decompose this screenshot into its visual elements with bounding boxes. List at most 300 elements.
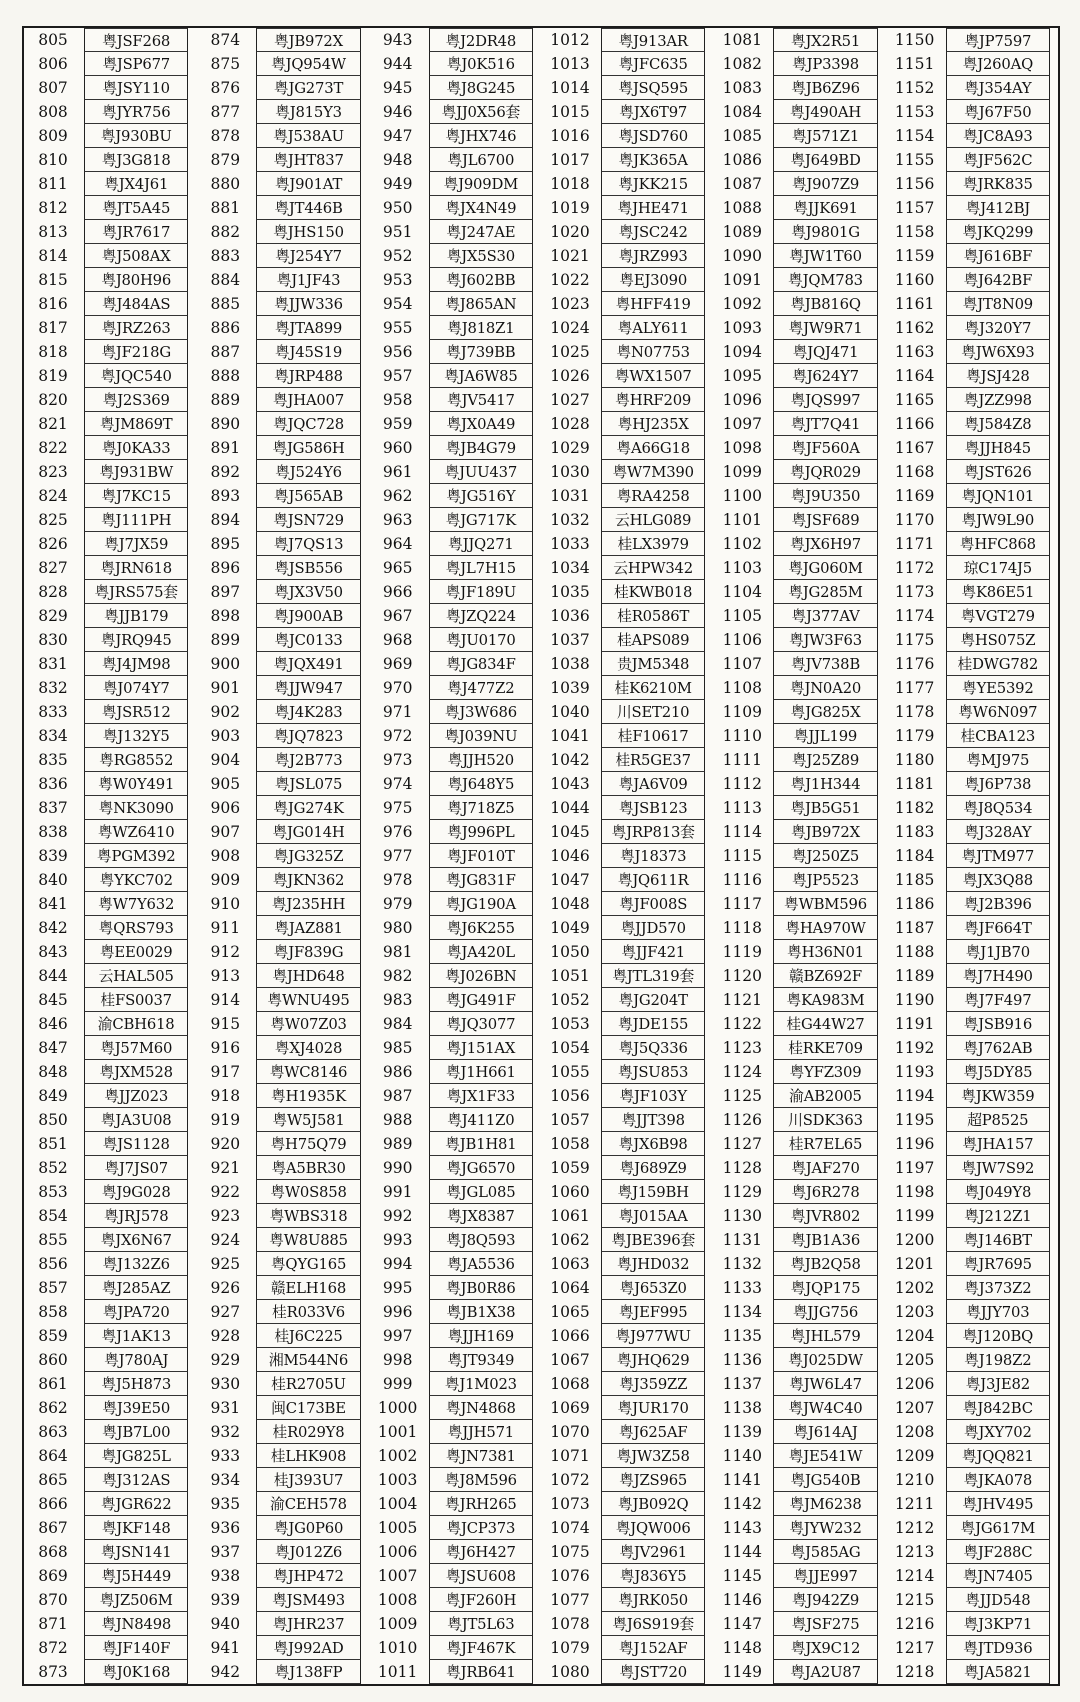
row-number: 1072 xyxy=(550,1471,590,1489)
list-row xyxy=(713,1588,885,1612)
list-row xyxy=(541,1396,713,1420)
plate-number: 粤JG6570 xyxy=(429,1156,533,1180)
list-row xyxy=(713,1468,885,1492)
list-row xyxy=(713,100,885,124)
plate-number: 粤J900AB xyxy=(256,604,360,628)
row-number: 823 xyxy=(38,463,68,481)
list-row xyxy=(24,1132,196,1156)
plate-number: 粤H1935K xyxy=(256,1084,360,1108)
row-number: 1143 xyxy=(722,1519,763,1537)
row-number: 1066 xyxy=(550,1327,590,1345)
list-row xyxy=(541,364,713,388)
list-row xyxy=(713,268,885,292)
list-row xyxy=(541,844,713,868)
row-number: 1023 xyxy=(550,295,590,313)
row-number: 1208 xyxy=(894,1423,935,1441)
list-row xyxy=(196,76,368,100)
plate-number: 粤J377AV xyxy=(773,604,877,628)
plate-number: 粤JF010T xyxy=(429,844,533,868)
row-number: 1042 xyxy=(550,751,590,769)
plate-number: 粤JSM493 xyxy=(256,1588,360,1612)
row-number: 1190 xyxy=(894,991,935,1009)
plate-number: 粤JG325Z xyxy=(256,844,360,868)
list-row xyxy=(369,196,541,220)
list-row xyxy=(541,436,713,460)
list-row xyxy=(369,340,541,364)
list-row xyxy=(713,1060,885,1084)
list-row xyxy=(886,1228,1058,1252)
list-row xyxy=(369,796,541,820)
list-row xyxy=(196,1300,368,1324)
row-number: 991 xyxy=(382,1183,413,1201)
plate-number: 桂R0586T xyxy=(601,604,705,628)
list-row xyxy=(24,28,196,52)
row-number: 1207 xyxy=(894,1399,935,1417)
list-row xyxy=(369,628,541,652)
plate-number: 粤JJD548 xyxy=(946,1588,1050,1612)
list-row xyxy=(541,892,713,916)
plate-number: 粤JSU608 xyxy=(429,1564,533,1588)
plate-number: 粤JB6Z96 xyxy=(773,76,877,100)
row-number: 1152 xyxy=(894,79,935,97)
list-row xyxy=(196,1588,368,1612)
row-number: 1010 xyxy=(377,1639,418,1657)
row-number: 1129 xyxy=(722,1183,763,1201)
list-row xyxy=(196,1468,368,1492)
list-row xyxy=(541,1180,713,1204)
list-row xyxy=(541,988,713,1012)
plate-number: 粤JF562C xyxy=(946,148,1050,172)
plate-number: 粤J4JM98 xyxy=(84,652,188,676)
plate-number: 粤PGM392 xyxy=(84,844,188,868)
plate-number: 粤XJ4028 xyxy=(256,1036,360,1060)
plate-number: 粤JX4N49 xyxy=(429,196,533,220)
plate-number: 粤JE541W xyxy=(773,1444,877,1468)
row-number: 1150 xyxy=(894,31,935,49)
list-row xyxy=(886,748,1058,772)
row-number: 1015 xyxy=(550,103,590,121)
list-row xyxy=(196,532,368,556)
list-row xyxy=(713,1564,885,1588)
list-row xyxy=(369,1060,541,1084)
list-row xyxy=(196,1204,368,1228)
plate-number: 粤J7JX59 xyxy=(84,532,188,556)
list-row xyxy=(369,388,541,412)
row-number: 1162 xyxy=(894,319,935,337)
plate-number: 粤JB0R86 xyxy=(429,1276,533,1300)
plate-number: 粤J1JB70 xyxy=(946,940,1050,964)
list-row xyxy=(24,484,196,508)
plate-number: 粤W8U885 xyxy=(256,1228,360,1252)
row-number: 1138 xyxy=(722,1399,763,1417)
list-row xyxy=(24,508,196,532)
row-number: 1123 xyxy=(722,1039,763,1057)
list-row xyxy=(713,1660,885,1684)
list-row xyxy=(886,1492,1058,1516)
row-number: 857 xyxy=(38,1279,68,1297)
row-number: 882 xyxy=(210,223,241,241)
list-row xyxy=(541,1324,713,1348)
plate-number: 粤J250Z5 xyxy=(773,844,877,868)
plate-number: 湘M544N6 xyxy=(256,1348,360,1372)
plate-number: 粤JXY702 xyxy=(946,1420,1050,1444)
row-number: 943 xyxy=(382,31,413,49)
plate-number: 粤JA5821 xyxy=(946,1660,1050,1684)
plate-number: 粤JV5417 xyxy=(429,388,533,412)
list-row xyxy=(369,916,541,940)
plate-column xyxy=(196,28,368,1684)
list-row xyxy=(24,124,196,148)
list-row xyxy=(886,1036,1058,1060)
row-number: 895 xyxy=(210,535,241,553)
row-number: 892 xyxy=(210,463,241,481)
row-number: 871 xyxy=(38,1615,68,1633)
row-number: 1144 xyxy=(722,1543,763,1561)
row-number: 1017 xyxy=(550,151,590,169)
row-number: 1168 xyxy=(894,463,935,481)
list-row xyxy=(369,652,541,676)
row-number: 1171 xyxy=(894,535,935,553)
plate-number: 粤JKK215 xyxy=(601,172,705,196)
list-row xyxy=(196,364,368,388)
row-number: 1094 xyxy=(722,343,763,361)
list-row xyxy=(886,1084,1058,1108)
plate-number: 粤W07Z03 xyxy=(256,1012,360,1036)
plate-number: 粤JHD032 xyxy=(601,1252,705,1276)
row-number: 1187 xyxy=(894,919,935,937)
plate-number: 桂APS089 xyxy=(601,628,705,652)
row-number: 925 xyxy=(210,1255,241,1273)
plate-number: 粤J484AS xyxy=(84,292,188,316)
list-row xyxy=(541,772,713,796)
list-row xyxy=(541,28,713,52)
row-number: 978 xyxy=(382,871,413,889)
plate-number: 粤J3G818 xyxy=(84,148,188,172)
plate-number: 粤JJH845 xyxy=(946,436,1050,460)
list-row xyxy=(196,964,368,988)
list-row xyxy=(196,1420,368,1444)
row-number: 878 xyxy=(210,127,241,145)
plate-number: 赣BZ692F xyxy=(773,964,877,988)
row-number: 986 xyxy=(382,1063,413,1081)
plate-number: 粤JKF148 xyxy=(84,1516,188,1540)
plate-number: 粤JF664T xyxy=(946,916,1050,940)
list-row xyxy=(886,1156,1058,1180)
list-row xyxy=(713,1180,885,1204)
list-row xyxy=(24,1372,196,1396)
row-number: 1182 xyxy=(894,799,935,817)
row-number: 933 xyxy=(210,1447,241,1465)
list-row xyxy=(196,1540,368,1564)
plate-number: 粤J2B396 xyxy=(946,892,1050,916)
plate-number: 粤J359ZZ xyxy=(601,1372,705,1396)
plate-number: 粤HRF209 xyxy=(601,388,705,412)
list-row xyxy=(24,556,196,580)
list-row xyxy=(541,580,713,604)
row-number: 1053 xyxy=(550,1015,590,1033)
row-number: 1206 xyxy=(894,1375,935,1393)
row-number: 1050 xyxy=(550,943,590,961)
list-row xyxy=(196,484,368,508)
list-row xyxy=(886,892,1058,916)
plate-number: 粤J913AR xyxy=(601,28,705,52)
list-row xyxy=(24,1612,196,1636)
plate-number: 粤JF103Y xyxy=(601,1084,705,1108)
row-number: 924 xyxy=(210,1231,241,1249)
list-row xyxy=(713,172,885,196)
plate-number: 粤JKA078 xyxy=(946,1468,1050,1492)
list-row xyxy=(886,724,1058,748)
list-row xyxy=(369,556,541,580)
plate-number: 粤JST720 xyxy=(601,1660,705,1684)
list-row xyxy=(369,124,541,148)
list-row xyxy=(369,484,541,508)
list-row xyxy=(196,388,368,412)
plate-number: 粤J67F50 xyxy=(946,100,1050,124)
plate-number: 粤JQW006 xyxy=(601,1516,705,1540)
plate-number: 粤J649BD xyxy=(773,148,877,172)
plate-number: 粤J5DY85 xyxy=(946,1060,1050,1084)
row-number: 1210 xyxy=(894,1471,935,1489)
plate-number: 粤JF839G xyxy=(256,940,360,964)
list-row xyxy=(886,340,1058,364)
plate-number: 粤JCP373 xyxy=(429,1516,533,1540)
row-number: 1097 xyxy=(722,415,763,433)
row-number: 825 xyxy=(38,511,68,529)
list-row xyxy=(886,1300,1058,1324)
plate-number: 粤JG831F xyxy=(429,868,533,892)
plate-number: 粤JKQ299 xyxy=(946,220,1050,244)
row-number: 998 xyxy=(382,1351,413,1369)
row-number: 805 xyxy=(38,31,68,49)
plate-number: 粤JDE155 xyxy=(601,1012,705,1036)
plate-number: 粤JX0A49 xyxy=(429,412,533,436)
row-number: 936 xyxy=(210,1519,241,1537)
plate-number: 粤JQX491 xyxy=(256,652,360,676)
plate-number: 粤JJZ023 xyxy=(84,1084,188,1108)
row-number: 893 xyxy=(210,487,241,505)
list-row xyxy=(886,436,1058,460)
list-row xyxy=(369,820,541,844)
row-number: 912 xyxy=(210,943,241,961)
list-row xyxy=(713,196,885,220)
row-number: 1160 xyxy=(894,271,935,289)
list-row xyxy=(196,940,368,964)
plate-number: 粤J39E50 xyxy=(84,1396,188,1420)
row-number: 1112 xyxy=(722,775,763,793)
plate-number: 粤J739BB xyxy=(429,340,533,364)
list-row xyxy=(541,1084,713,1108)
list-row xyxy=(196,124,368,148)
row-number: 1147 xyxy=(722,1615,763,1633)
list-row xyxy=(886,1132,1058,1156)
list-row xyxy=(369,988,541,1012)
list-row xyxy=(369,868,541,892)
row-number: 1155 xyxy=(894,151,935,169)
list-row xyxy=(886,580,1058,604)
plate-number: 粤JQM783 xyxy=(773,268,877,292)
plate-number: 粤JF189U xyxy=(429,580,533,604)
row-number: 817 xyxy=(38,319,68,337)
plate-number: 粤JXM528 xyxy=(84,1060,188,1084)
list-row xyxy=(196,1036,368,1060)
plate-number: 粤JBE396套 xyxy=(601,1228,705,1252)
list-row xyxy=(196,988,368,1012)
list-row xyxy=(369,1300,541,1324)
list-row xyxy=(886,1108,1058,1132)
list-row xyxy=(369,1156,541,1180)
list-row xyxy=(196,436,368,460)
list-row xyxy=(196,1612,368,1636)
row-number: 875 xyxy=(210,55,241,73)
plate-number: 粤JX6N67 xyxy=(84,1228,188,1252)
row-number: 1099 xyxy=(722,463,763,481)
list-row xyxy=(369,100,541,124)
plate-number: 粤JHA007 xyxy=(256,388,360,412)
plate-number: 粤JRK835 xyxy=(946,172,1050,196)
plate-number: 粤JB972X xyxy=(773,820,877,844)
list-row xyxy=(369,772,541,796)
list-row xyxy=(24,1468,196,1492)
plate-number: 粤JSQ595 xyxy=(601,76,705,100)
list-row xyxy=(713,220,885,244)
plate-number: 川SET210 xyxy=(601,700,705,724)
list-row xyxy=(541,1540,713,1564)
row-number: 905 xyxy=(210,775,241,793)
list-row xyxy=(24,604,196,628)
row-number: 1122 xyxy=(722,1015,763,1033)
row-number: 952 xyxy=(382,247,413,265)
list-row xyxy=(713,1420,885,1444)
list-row xyxy=(541,1612,713,1636)
list-row xyxy=(541,940,713,964)
plate-number: 粤JX6H97 xyxy=(773,532,877,556)
list-row xyxy=(713,340,885,364)
list-row xyxy=(541,76,713,100)
list-row xyxy=(24,1444,196,1468)
plate-number: 粤JB4G79 xyxy=(429,436,533,460)
plate-number: 粤J412BJ xyxy=(946,196,1050,220)
list-row xyxy=(24,892,196,916)
row-number: 967 xyxy=(382,607,413,625)
plate-number: 粤J8Q534 xyxy=(946,796,1050,820)
list-row xyxy=(886,1444,1058,1468)
plate-number: 粤JA2U87 xyxy=(773,1660,877,1684)
list-row xyxy=(886,844,1058,868)
list-row xyxy=(196,1396,368,1420)
list-row xyxy=(713,292,885,316)
plate-number: 粤JU0170 xyxy=(429,628,533,652)
list-row xyxy=(886,412,1058,436)
plate-number: 粤JRS575套 xyxy=(84,580,188,604)
plate-number: 粤JW3Z58 xyxy=(601,1444,705,1468)
row-number: 821 xyxy=(38,415,68,433)
row-number: 1067 xyxy=(550,1351,590,1369)
list-row xyxy=(886,1012,1058,1036)
list-row xyxy=(713,724,885,748)
plate-number: 粤JSN141 xyxy=(84,1540,188,1564)
plate-number: 粤JX5S30 xyxy=(429,244,533,268)
row-number: 1012 xyxy=(550,31,590,49)
plate-number: 粤JW9L90 xyxy=(946,508,1050,532)
list-row xyxy=(713,1012,885,1036)
list-row xyxy=(369,1084,541,1108)
row-number: 899 xyxy=(210,631,241,649)
row-number: 957 xyxy=(382,367,413,385)
plate-number: 粤J7F497 xyxy=(946,988,1050,1012)
list-row xyxy=(196,1564,368,1588)
list-row xyxy=(196,100,368,124)
plate-number: 粤J012Z6 xyxy=(256,1540,360,1564)
list-row xyxy=(369,1444,541,1468)
row-number: 1043 xyxy=(550,775,590,793)
plate-number: 粤JTL319套 xyxy=(601,964,705,988)
plate-number: 粤J247AE xyxy=(429,220,533,244)
row-number: 1141 xyxy=(722,1471,763,1489)
row-number: 916 xyxy=(210,1039,241,1057)
list-row xyxy=(541,292,713,316)
row-number: 1035 xyxy=(550,583,590,601)
plate-number: 粤J373Z2 xyxy=(946,1276,1050,1300)
row-number: 956 xyxy=(382,343,413,361)
plate-number: 粤JN4868 xyxy=(429,1396,533,1420)
list-row xyxy=(196,268,368,292)
plate-number: 粤JJ0X56套 xyxy=(429,100,533,124)
plate-number: 粤JJE997 xyxy=(773,1564,877,1588)
list-row xyxy=(713,244,885,268)
row-number: 1030 xyxy=(550,463,590,481)
row-number: 847 xyxy=(38,1039,68,1057)
list-row xyxy=(369,844,541,868)
list-row xyxy=(713,1372,885,1396)
list-row xyxy=(713,892,885,916)
list-row xyxy=(886,364,1058,388)
list-row xyxy=(196,580,368,604)
plate-number: 粤W0Y491 xyxy=(84,772,188,796)
row-number: 993 xyxy=(382,1231,413,1249)
row-number: 1098 xyxy=(722,439,763,457)
list-row xyxy=(24,940,196,964)
plate-number: 粤JW4C40 xyxy=(773,1396,877,1420)
list-row xyxy=(713,1396,885,1420)
row-number: 1158 xyxy=(894,223,935,241)
plate-number: 粤JJD570 xyxy=(601,916,705,940)
plate-number: 粤JHX746 xyxy=(429,124,533,148)
list-row xyxy=(369,1204,541,1228)
row-number: 855 xyxy=(38,1231,68,1249)
list-row xyxy=(713,772,885,796)
list-row xyxy=(886,292,1058,316)
row-number: 940 xyxy=(210,1615,241,1633)
list-row xyxy=(24,748,196,772)
row-number: 1186 xyxy=(894,895,935,913)
plate-number: 粤J7JS07 xyxy=(84,1156,188,1180)
plate-number: 粤J942Z9 xyxy=(773,1588,877,1612)
plate-number: 粤JM869T xyxy=(84,412,188,436)
plate-number: 粤JRZ993 xyxy=(601,244,705,268)
row-number: 1011 xyxy=(377,1663,418,1681)
list-row xyxy=(541,1156,713,1180)
list-row xyxy=(196,340,368,364)
row-number: 926 xyxy=(210,1279,241,1297)
row-number: 1049 xyxy=(550,919,590,937)
plate-number: 粤JZZ998 xyxy=(946,388,1050,412)
plate-number: 粤JJG756 xyxy=(773,1300,877,1324)
list-row xyxy=(886,1564,1058,1588)
row-number: 1130 xyxy=(722,1207,763,1225)
plate-number: 粤RG8552 xyxy=(84,748,188,772)
plate-number: 粤JQC728 xyxy=(256,412,360,436)
